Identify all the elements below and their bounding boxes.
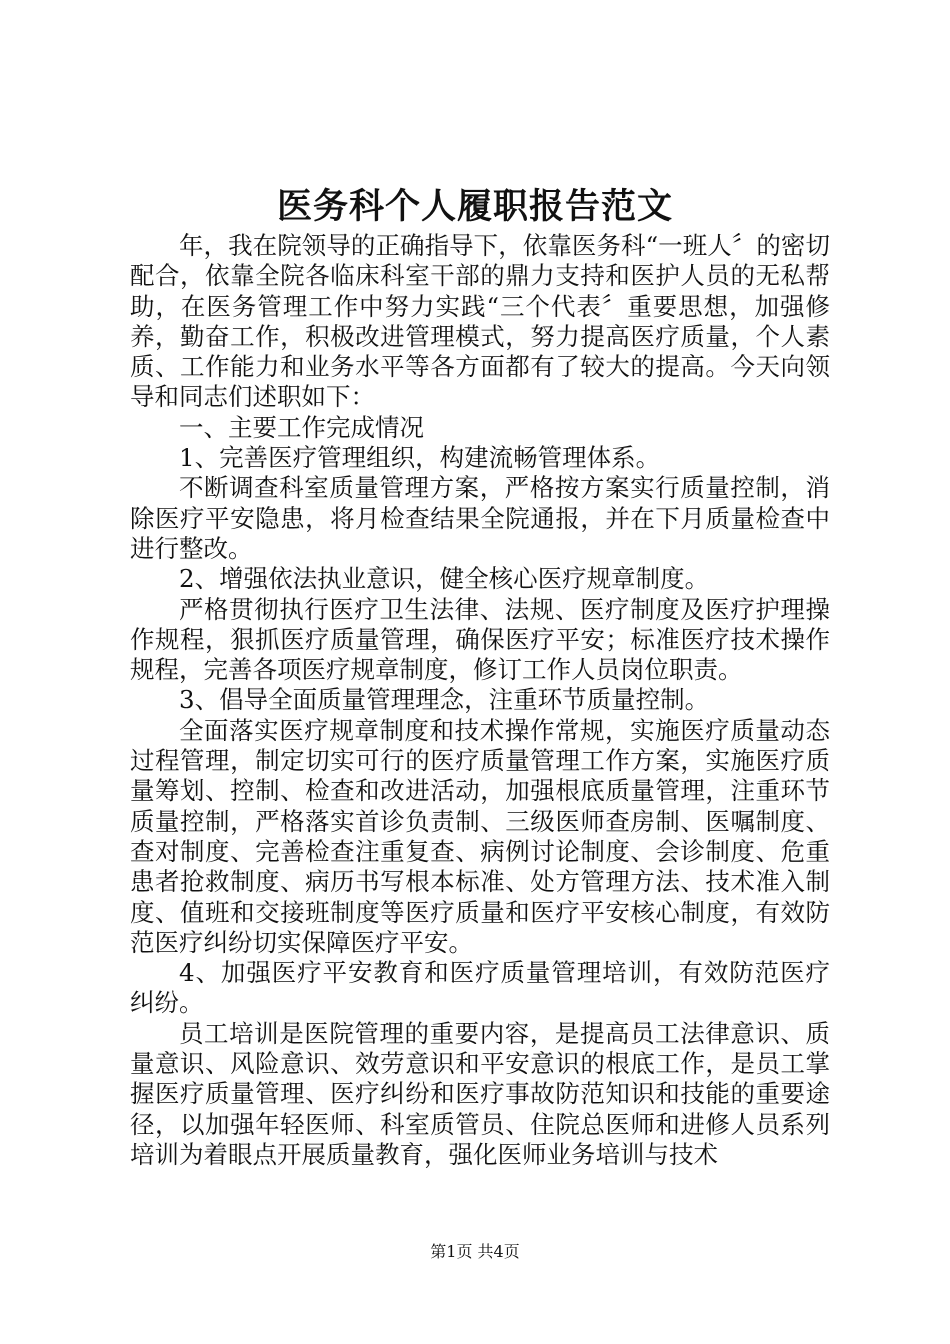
page-footer: 第1页 共4页 <box>430 1242 520 1261</box>
item-heading-2: 2、增强依法执业意识，健全核心医疗规章制度。 <box>179 564 710 594</box>
document-body <box>130 231 830 1170</box>
item-heading-3: 3、倡导全面质量管理理念，注重环节质量控制。 <box>179 685 710 715</box>
item-body-1: 不断调查科室质量管理方案，严格按方案实行质量控制，消除医疗平安隐患，将月检查结果全院通报，并在下月质量检查中进行整改。 <box>130 473 830 563</box>
item-body-4: 员工培训是医院管理的重要内容，是提高员工法律意识、质量意识、风险意识、效劳意识和平安意识的根底工作，是员工掌握医疗质量管理、医疗纠纷和医疗事故防范知识和技能的重要途径，以加强年轻医师、科室质管员、住院总医师和进修人员系列培训为着眼点开展质量教育，强化医师业务培训与技术 <box>130 1018 830 1169</box>
item-body-3: 全面落实医疗规章制度和技术操作常规，实施医疗质量动态过程管理，制定切实可行的医疗质量管理工作方案，实施医疗质量筹划、控制、检查和改进活动，加强根底质量管理，注重环节质量控制，严格落实首诊负责制、三级医师查房制、医嘱制度、查对制度、完善检查注重复查、病例讨论制度、会诊制度、危重患者抢救制度、病历书写根本标准、处方管理方法、技术准入制度、值班和交接班制度等医疗质量和医疗平安核心制度，有效防范医疗纠纷切实保障医疗平安。 <box>130 715 830 957</box>
item-heading-1: 1、完善医疗管理组织，构建流畅管理体系。 <box>179 443 661 473</box>
document-title: 医务科个人履职报告范文 <box>276 186 673 227</box>
item-body-2: 严格贯彻执行医疗卫生法律、法规、医疗制度及医疗护理操作规程，狠抓医疗质量管理，确保医疗平安；标准医疗技术操作规程，完善各项医疗规章制度，修订工作人员岗位职责。 <box>130 594 830 685</box>
section-heading: 一、主要工作完成情况 <box>179 412 424 442</box>
item-heading-4: 4、加强医疗平安教育和医疗质量管理培训，有效防范医疗纠纷。 <box>130 958 830 1018</box>
intro-paragraph: 年，我在院领导的正确指导下，依靠医务科“一班人〞的密切配合，依靠全院各临床科室干部的鼎力支持和医护人员的无私帮助，在医务管理工作中努力实践“三个代表〞重要思想，加强修养，勤奋工作，积极改进管理模式，努力提高医疗质量，个人素质、工作能力和业务水平等各方面都有了较大的提高。今天向领导和同志们述职如下： <box>130 231 830 412</box>
